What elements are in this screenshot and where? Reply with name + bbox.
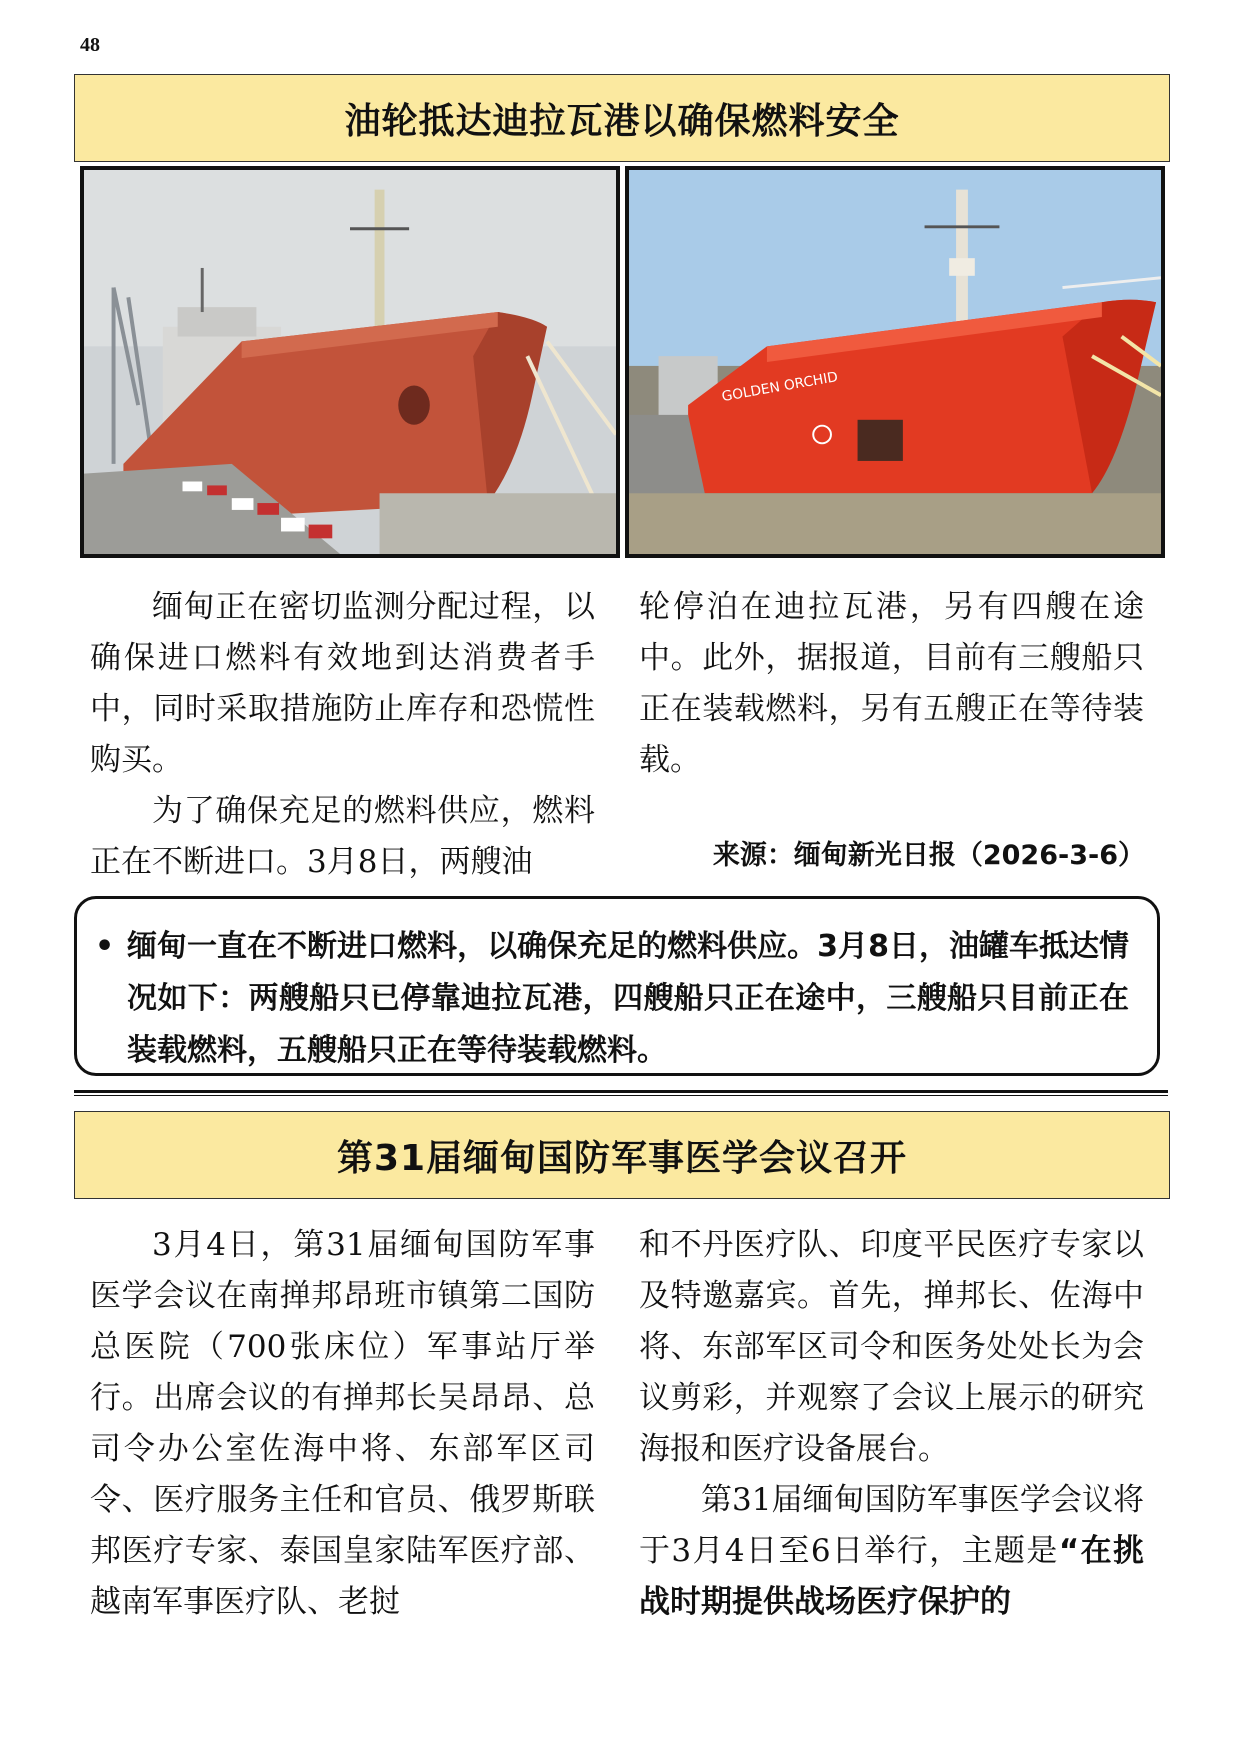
article2-paragraph-2-text: 第31届缅甸国防军事医学会议将于3月4日至6日举行，主题是: [639, 1482, 1144, 1569]
article2-column-left: [90, 1220, 595, 1628]
tanker-illustration-left: [84, 170, 616, 554]
article2-column-right: [639, 1220, 1144, 1628]
article2-paragraph-1: 3月4日，第31届缅甸国防军事医学会议在南掸邦昂班市镇第二国防总医院（700张床位）军事站厅举行。出席会议的有掸邦长吴昂昂、总司令办公室佐海中将、东部军区司令、医疗服务主任和官员、俄罗斯联邦医疗专家、泰国皇家陆军医疗部、越南军事医疗队、老挝: [90, 1227, 595, 1620]
section-divider: [74, 1090, 1168, 1096]
tanker-illustration-right: [629, 170, 1161, 554]
article-title-medical-conference: 第31届缅甸国防军事医学会议召开: [74, 1111, 1170, 1199]
article1-paragraph-1: 缅甸正在密切监测分配过程，以确保进口燃料有效地到达消费者手中，同时采取措施防止库存和恐慌性购买。: [90, 589, 595, 778]
article2-theme-quote: “在挑战时期提供战场医疗保护的: [639, 1533, 1145, 1620]
article1-column-left: [90, 582, 595, 888]
summary-text: 缅甸一直在不断进口燃料，以确保充足的燃料供应。3月8日，油罐车抵达情况如下：两艘船只已停靠迪拉瓦港，四艘船只正在途中，三艘船只目前正在装载燃料，五艘船只正在等待装载燃料。: [127, 929, 1129, 1068]
bullet-marker: •: [95, 929, 115, 964]
article1-paragraph-2: 为了确保充足的燃料供应，燃料正在不断进口。3月8日，两艘油: [90, 793, 595, 880]
article2-paragraph-1-continued: 和不丹医疗队、印度平民医疗专家以及特邀嘉宾。首先，掸邦长、佐海中将、东部军区司令和医务处处长为会议剪彩，并观察了会议上展示的研究海报和医疗设备展台。: [639, 1227, 1144, 1467]
page-number: 48: [80, 34, 100, 56]
summary-box: [74, 896, 1160, 1076]
article-title-tanker: 油轮抵达迪拉瓦港以确保燃料安全: [74, 74, 1170, 162]
article1-column-right: [639, 582, 1144, 786]
hull-ship-name: GOLDEN ORCHID: [720, 369, 840, 406]
article2-paragraph-2: [639, 1475, 1144, 1628]
article1-paragraph-2-continued: 轮停泊在迪拉瓦港，另有四艘在途中。此外，据报道，目前有三艘船只正在装载燃料，另有五艘正在等待装载。: [639, 589, 1144, 778]
tanker-photo-right: [625, 166, 1165, 558]
tanker-photo-left: [80, 166, 620, 558]
article1-source: 来源：缅甸新光日报（2026-3-6）: [712, 840, 1145, 871]
